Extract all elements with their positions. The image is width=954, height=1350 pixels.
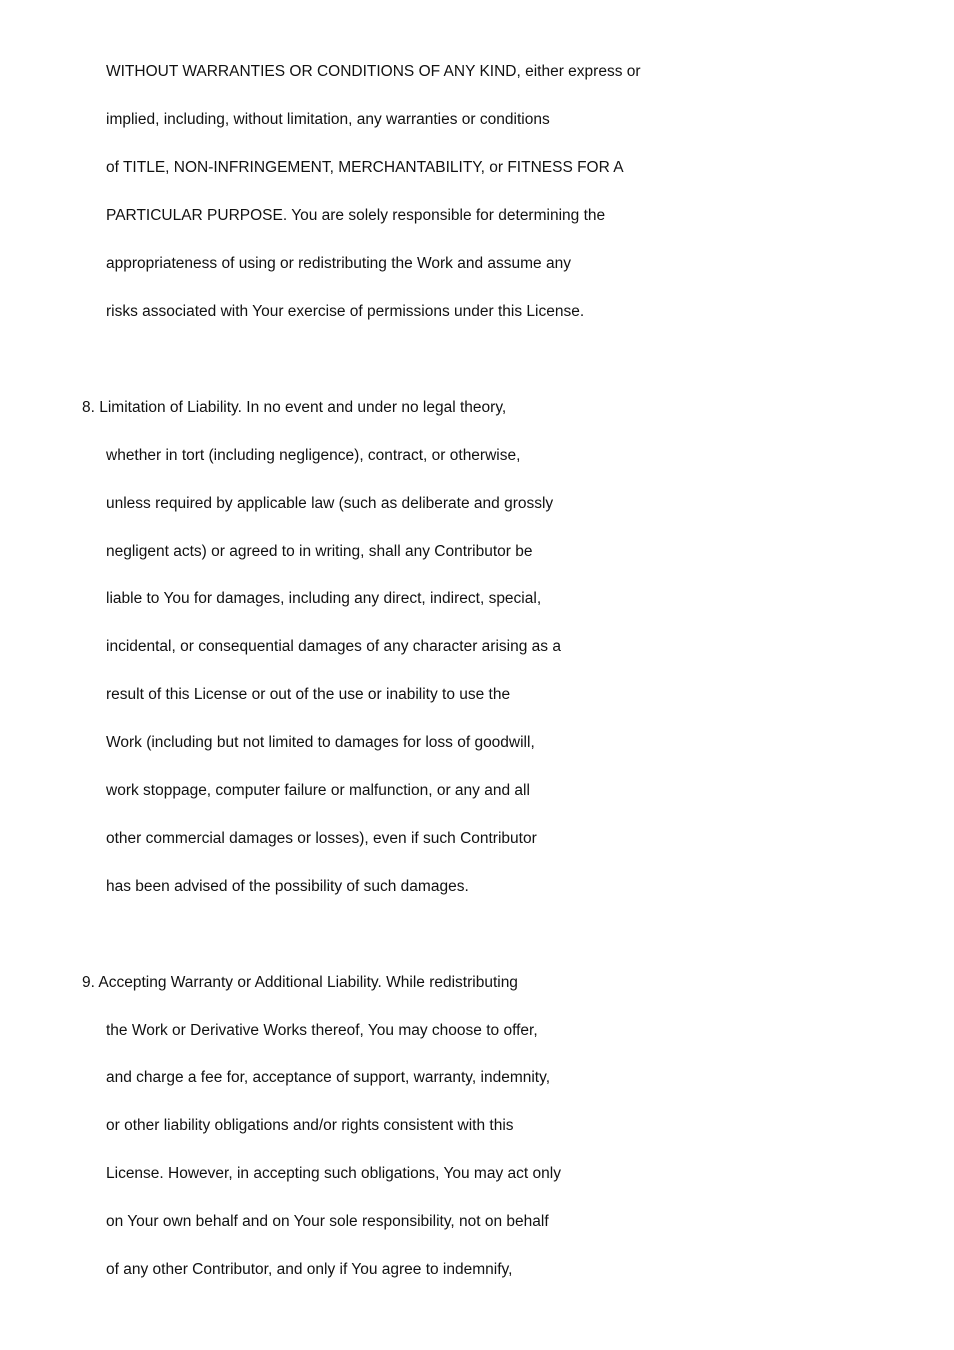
section-9-heading: 9. Accepting Warranty or Additional Liability. While redistributing <box>82 974 518 991</box>
section-9-line: of any other Contributor, and only if You agree to indemnify, <box>106 1261 513 1278</box>
section-8-line: work stoppage, computer failure or malfunction, or any and all <box>106 782 530 799</box>
section-8-line: Work (including but not limited to damages for loss of goodwill, <box>106 734 535 751</box>
section-7-line: risks associated with Your exercise of permissions under this License. <box>106 303 585 320</box>
section-8-heading: 8. Limitation of Liability. In no event and under no legal theory, <box>82 399 507 416</box>
section-8-line: liable to You for damages, including any direct, indirect, special, <box>106 590 542 607</box>
section-8-line: negligent acts) or agreed to in writing, shall any Contributor be <box>106 543 533 560</box>
section-7-line: appropriateness of using or redistributing the Work and assume any <box>106 255 571 272</box>
section-7-line: PARTICULAR PURPOSE. You are solely responsible for determining the <box>106 207 606 224</box>
section-7-line: of TITLE, NON-INFRINGEMENT, MERCHANTABILITY, or FITNESS FOR A <box>106 159 624 176</box>
section-9-line: License. However, in accepting such obligations, You may act only <box>106 1165 561 1182</box>
section-7-line: implied, including, without limitation, any warranties or conditions <box>106 111 550 128</box>
section-8-line: unless required by applicable law (such as deliberate and grossly <box>106 495 554 512</box>
section-8-line: whether in tort (including negligence), contract, or otherwise, <box>106 447 521 464</box>
section-8-line: incidental, or consequential damages of any character arising as a <box>106 638 561 655</box>
section-9-line: the Work or Derivative Works thereof, You may choose to offer, <box>106 1022 538 1039</box>
section-8-line: other commercial damages or losses), even if such Contributor <box>106 830 537 847</box>
section-7-line: WITHOUT WARRANTIES OR CONDITIONS OF ANY KIND, either express or <box>106 63 641 80</box>
section-9-line: and charge a fee for, acceptance of support, warranty, indemnity, <box>106 1069 551 1086</box>
section-9-line: or other liability obligations and/or rights consistent with this <box>106 1117 514 1134</box>
section-8-line: has been advised of the possibility of such damages. <box>106 878 469 895</box>
section-9-line: on Your own behalf and on Your sole responsibility, not on behalf <box>106 1213 549 1230</box>
section-8-line: result of this License or out of the use or inability to use the <box>106 686 511 703</box>
